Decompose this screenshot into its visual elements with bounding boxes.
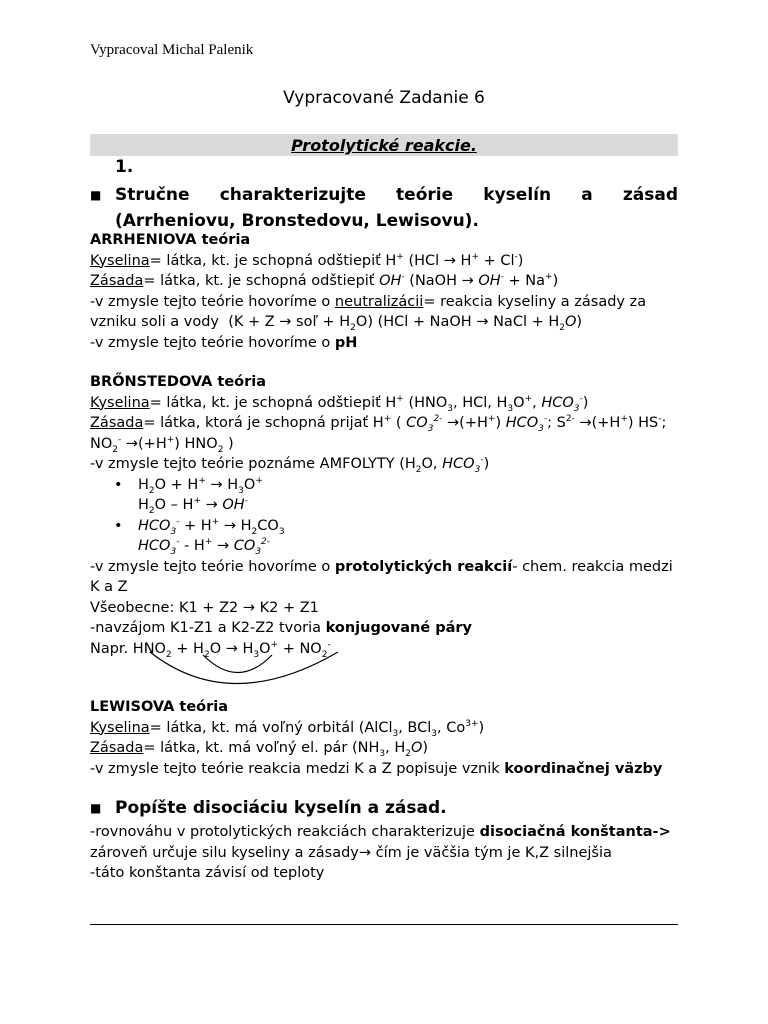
amfolyt-item-1: • $H_2O + H^+ \to H_3O^+$ [114,475,263,496]
subtitle: Protolytické reakcie. [291,136,477,155]
bronsted-acid-line: Kyselina= látka, kt. je schopná odštiepiť H+ ($HNO_3$, HCl, $H_3O^+$, $HCO_3^-$) [90,393,589,414]
arrhenius-ph-line: -v zmysle tejto teórie hovoríme o pH [90,334,358,351]
acid-term: Kyselina [90,252,150,269]
bronsted-kz-line: K a Z [90,579,128,595]
base-term: Zásada [90,273,144,289]
bronsted-example-line: Napr. $HNO_2 + H_2O \to H_3O^+ + NO_2^-$ [90,639,331,660]
bronsted-protolytic-line: -v zmysle tejto teórie hovoríme o protolytických reakcií- chem. reakcia medzi [90,558,673,575]
lewis-base-line: Zásada= látka, kt. má voľný el. pár ($NH_3$, $H_2O$) [90,740,429,759]
bronsted-base-line: Zásada= látka, ktorá je schopná prijať H+ ( $CO_3^{2-} \to(+H^+)$ $HCO_3^-$; $S^{2-} \to(+H^+)$ HS-; [90,414,667,434]
dissociation-term: disociačná konštanta-> [479,824,671,840]
pairs-term: konjugované páry [325,620,472,636]
arrhenius-acid-line: Kyselina= látka, kt. je schopná odštiepiť H+ (HCl → H+ + Cl-) [90,251,524,269]
dissociation-section [90,822,690,884]
lewis-section [90,697,690,779]
bronsted-heading: BRŐNSTEDOVA teória [90,374,267,390]
bronsted-no2-line: $NO_2^- \to(+H^+)$ $HNO_2$ ) [90,434,234,455]
page-title: Vypracované Zadanie 6 [283,88,485,108]
footer-rule [90,924,678,925]
base-term: Zásada [90,740,144,756]
coord-term: koordinačnej väzby [504,760,663,777]
square-bullet-icon: ■ [90,801,102,815]
arrhenius-base-line: Zásada= látka, kt. je schopná odštiepiť OH- (NaOH → OH- + Na+) [90,272,559,289]
amfolyt-item-2b: $HCO_3^- - H^+ \to CO_3^{2-}$ [138,537,270,557]
question-1-text: Stručne charakterizujte teórie kyselín a zásad (Arrheniovu, Bronstedovu, Lewisovu). [115,185,678,231]
lewis-acid-line: Kyselina= látka, kt. má voľný orbitál (AlCl$_3$, BCl$_3$, $Co^{3+}$) [90,718,485,739]
amfolyt-item-1b: $H_2O - H^+ \to OH^-$ [138,496,248,516]
square-bullet-icon: ■ [90,188,102,202]
neutral-term: neutralizácii [334,293,424,310]
section-number: 1. [115,157,134,177]
bronsted-general-line: Všeobecne: K1 + Z2 → K2 + Z1 [90,599,319,616]
lewis-coord-line: -v zmysle tejto teórie reakcia medzi K a Z popisuje vznik koordinačnej väzby [90,760,663,777]
question-2 [90,798,447,818]
page-header: Vypracoval Michal Palenik [90,42,254,58]
acid-term: Kyselina [90,394,150,411]
bronsted-pairs-line: -navzájom K1-Z1 a K2-Z2 tvoria konjugované páry [90,620,472,636]
arrhenius-heading: ARRHENIOVA teória [90,232,251,248]
dot-bullet-icon: • [114,476,123,493]
acid-term: Kyselina [90,719,150,736]
dot-bullet-icon: • [114,517,123,534]
protolytic-term: protolytických reakcií [334,558,513,575]
ph-term: pH [334,334,358,351]
dissociation-line-3: -táto konštanta závisí od teploty [90,865,325,881]
bronsted-amfolyty-line: -v zmysle tejto teórie poznáme AMFOLYTY ($H_2O$, $HCO_3^-$) [90,455,490,475]
lewis-heading: LEWISOVA teória [90,699,229,715]
arrhenius-salt-line: vzniku soli a vody (K + Z → soľ + $H_2O$) (HCl + NaOH → NaCl + $H_2O$) [90,314,583,333]
question-2-text: Popíšte disociáciu kyselín a zásad. [115,798,447,818]
amfolyt-item-2: • $HCO_3^- + H^+ \to H_2CO_3$ [114,516,285,537]
dissociation-line-2: zároveň určuje silu kyseliny a zásady→ čím je väčšia tým je K,Z silnejšia [90,844,612,861]
arrhenius-neutral-line: -v zmysle tejto teórie hovoríme o neutralizácii= reakcia kyseliny a zásady za [90,293,647,310]
base-term: Zásada [90,415,144,431]
dissociation-line-1: -rovnováhu v protolytických reakciách charakterizuje disociačná konštanta-> [90,824,671,840]
